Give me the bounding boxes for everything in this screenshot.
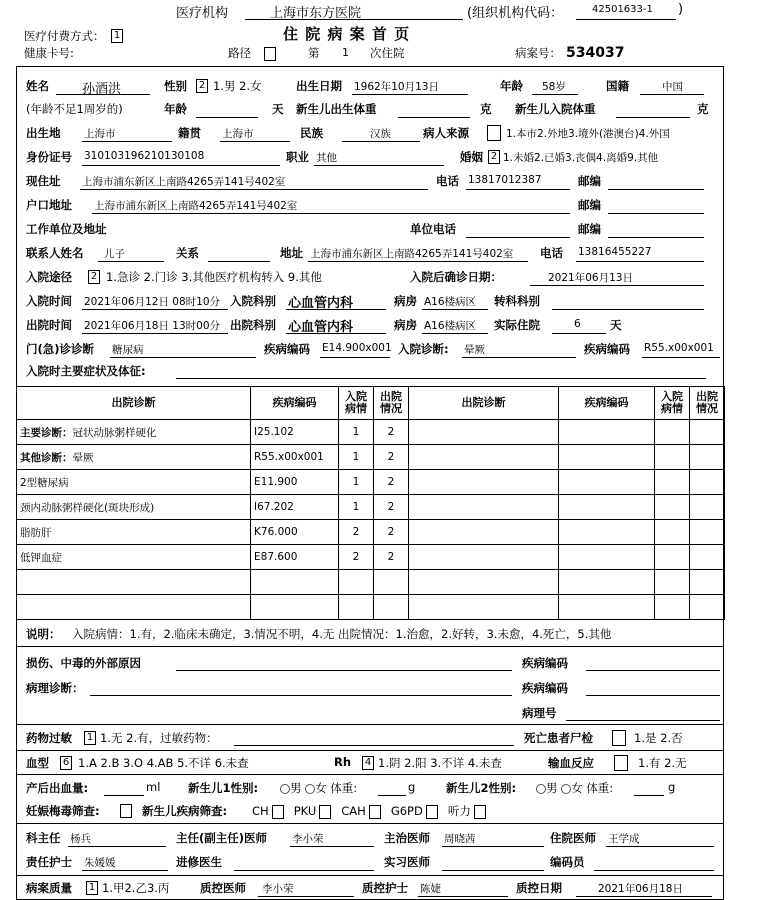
screen-label: 听力 <box>447 804 471 818</box>
nurse-name: 朱媛媛 <box>84 857 116 869</box>
nb1-female-radio[interactable] <box>305 784 315 794</box>
zip2-label: 邮编 <box>578 198 601 212</box>
rh-options: 1.阴 2.阳 3.不详 4.未查 <box>378 756 502 770</box>
dx-name-cell-2 <box>409 420 559 445</box>
pay-method-label: 医疗付费方式： <box>24 29 105 43</box>
times-value: 1 <box>342 46 349 59</box>
dx-name-cell-2 <box>409 495 559 520</box>
dx-name: 低钾血症 <box>20 551 62 564</box>
qc-date-label: 质控日期 <box>516 881 562 895</box>
sex-box[interactable]: 2 <box>196 79 208 93</box>
marital-label: 婚姻 <box>460 150 483 164</box>
nb2-weight-label: 体重: <box>586 781 614 795</box>
phone-label: 电话 <box>436 174 459 188</box>
dx-admit-cell: 2 <box>339 545 374 570</box>
dx-discharge-cell: 2 <box>374 545 409 570</box>
dx-name-cell-2 <box>409 470 559 495</box>
path-no-label: 病理号 <box>522 706 557 720</box>
director-label: 科主任 <box>26 831 61 845</box>
table-row <box>17 595 725 620</box>
qc-date: 2021年06月18日 <box>598 883 683 895</box>
out-time: 2021年06月18日 13时00分 <box>84 320 221 332</box>
table-row <box>17 470 725 495</box>
page-title: 住 院 病 案 首 页 <box>283 25 411 43</box>
quality-options: 1.甲2.乙3.丙 <box>102 881 170 895</box>
dx-code-cell-2 <box>559 520 655 545</box>
transfusion-box[interactable] <box>614 755 628 771</box>
note-label: 说明： <box>26 627 61 641</box>
screen-label: PKU <box>293 804 317 818</box>
nation-value: 中国 <box>662 81 683 93</box>
diagnosis-table <box>16 386 725 620</box>
dx-code-cell-2 <box>559 495 655 520</box>
in-dept: 心血管内科 <box>288 296 354 311</box>
dx-name-cell <box>17 470 251 495</box>
nb1-male-radio[interactable] <box>280 784 290 794</box>
op-dx-label: 门(急)诊诊断 <box>26 342 95 356</box>
dx-admit-cell: 1 <box>339 420 374 445</box>
dx-name-cell <box>17 570 251 595</box>
nb2-weight-unit: g <box>668 780 676 794</box>
dx-admit-cell: 1 <box>339 470 374 495</box>
autopsy-options: 1.是 2.否 <box>634 731 683 745</box>
dx-name-cell-2 <box>409 595 559 620</box>
col-admit-state-2: 入院 病情 <box>655 387 690 420</box>
contact-addr-label: 地址 <box>280 246 303 260</box>
attending-label: 主治医师 <box>384 831 430 845</box>
diagnosis-header-row <box>17 387 725 420</box>
dx-discharge-cell-2 <box>690 545 725 570</box>
nb-admit-weight-label: 新生儿入院体重 <box>515 102 596 116</box>
dx-admit-cell <box>339 570 374 595</box>
native-label: 籍贯 <box>178 126 201 140</box>
col-dx-code-2: 疾病编码 <box>559 387 655 420</box>
dx-code-cell: E11.900 <box>251 470 339 495</box>
birth-date: 1962年10月13日 <box>354 81 439 93</box>
table-row <box>17 420 725 445</box>
contact-phone-label: 电话 <box>540 246 563 260</box>
native-value: 上海市 <box>222 128 254 140</box>
out-ward-label: 病房 <box>394 318 417 332</box>
age-value: 58岁 <box>542 81 566 93</box>
table-row <box>17 495 725 520</box>
rh-box[interactable]: 4 <box>362 756 374 770</box>
dx-admit-cell-2 <box>655 520 690 545</box>
days-label: 实际住院 <box>494 318 540 332</box>
nb-admit-weight-unit: 克 <box>697 102 709 116</box>
pp-blood-label: 产后出血量: <box>26 781 89 795</box>
job-label: 职业 <box>286 150 309 164</box>
note-text: 入院病情：1.有，2.临床未确定，3.情况不明，4.无 出院情况：1.治愈，2.好转，3.未愈，4.死亡，5.其他 <box>72 627 612 641</box>
case-no-label: 病案号： <box>515 46 561 60</box>
dx-name-cell-2 <box>409 520 559 545</box>
nb-screen-label: 新生儿疾病筛查: <box>142 804 228 818</box>
op-code-label: 疾病编码 <box>264 342 310 356</box>
autopsy-label: 死亡患者尸检 <box>524 731 593 745</box>
qc-doc-label: 质控医师 <box>200 881 246 895</box>
in-time-label: 入院时间 <box>26 294 72 308</box>
times-suffix: 次住院 <box>370 46 405 60</box>
dx-name-cell <box>17 495 251 520</box>
op-code: E14.900x001 <box>322 342 392 354</box>
screen-checkbox[interactable] <box>319 805 331 819</box>
dx-code-cell-2 <box>559 570 655 595</box>
in-dx-label: 入院诊断: <box>398 342 449 356</box>
nb2-male-label: 男 <box>546 781 558 795</box>
hukou-value: 上海市浦东新区上南路4265弄141号402室 <box>94 200 298 212</box>
dx-name-cell <box>17 420 251 445</box>
out-ward: A16楼病区 <box>424 320 477 332</box>
phone-value: 13817012387 <box>468 174 542 186</box>
dx-admit-cell-2 <box>655 570 690 595</box>
attending-name: 周晓茜 <box>444 833 476 845</box>
col-dx-name: 出院诊断 <box>17 387 251 420</box>
nb1-sex-label: 新生儿1性别: <box>188 781 259 795</box>
preg-screen-label: 妊娠梅毒筛查: <box>26 804 100 818</box>
nb-weight-unit: 克 <box>480 102 492 116</box>
dx-admit-cell-2 <box>655 495 690 520</box>
dx-name-cell <box>17 520 251 545</box>
blood-label: 血型 <box>26 756 49 770</box>
birth-label: 出生日期 <box>296 79 342 93</box>
contact-phone: 13816455227 <box>578 246 652 258</box>
dx-discharge-cell-2 <box>690 420 725 445</box>
dx-discharge-cell: 2 <box>374 445 409 470</box>
dx-discharge-cell <box>374 570 409 595</box>
ethnic-label: 民族 <box>300 126 323 140</box>
chief-name: 李小荣 <box>292 833 324 845</box>
dx-discharge-cell-2 <box>690 570 725 595</box>
in-dept-label: 入院科别 <box>230 294 276 308</box>
dx-code-cell-2 <box>559 595 655 620</box>
qc-doc-name: 李小荣 <box>262 883 294 895</box>
intern-label: 实习医师 <box>384 855 430 869</box>
dx-code-cell: E87.600 <box>251 545 339 570</box>
health-card-label: 健康卡号: <box>24 46 74 60</box>
col-discharge-state-2: 出院 情况 <box>690 387 725 420</box>
infant-age-label: 年龄 <box>164 102 187 116</box>
dx-admit-cell-2 <box>655 545 690 570</box>
in-ward-label: 病房 <box>394 294 417 308</box>
dx-admit-cell: 1 <box>339 445 374 470</box>
name-label: 姓名 <box>26 79 49 93</box>
op-dx: 糖尿病 <box>112 344 144 356</box>
qc-nurse-name: 陈婕 <box>420 883 441 895</box>
out-time-label: 出院时间 <box>26 318 72 332</box>
dx-code-cell <box>251 595 339 620</box>
dx-discharge-cell-2 <box>690 520 725 545</box>
nb2-sex-label: 新生儿2性别: <box>446 781 517 795</box>
dx-code-cell-2 <box>559 470 655 495</box>
zip-label: 邮编 <box>578 174 601 188</box>
nb1-weight-label: 体重: <box>330 781 358 795</box>
sex-label: 性别 <box>164 79 187 93</box>
dx-name: 冠状动脉粥样硬化 <box>72 426 157 439</box>
screen-checkbox[interactable] <box>369 805 381 819</box>
dx-admit-cell <box>339 595 374 620</box>
dx-name-cell-2 <box>409 570 559 595</box>
dx-code-cell: I67.202 <box>251 495 339 520</box>
dx-name-cell <box>17 445 251 470</box>
col-dx-name-2: 出院诊断 <box>409 387 559 420</box>
source-options: 1.本市2.外地3.境外(港澳台)4.外国 <box>506 128 670 140</box>
dx-discharge-cell: 2 <box>374 420 409 445</box>
dx-code-cell <box>251 570 339 595</box>
org-code-close: ) <box>678 2 684 17</box>
dx-code-cell: R55.x00x001 <box>251 445 339 470</box>
allergy-label: 药物过敏 <box>26 731 72 745</box>
blood-box[interactable]: 6 <box>60 756 72 770</box>
birthplace-label: 出生地 <box>26 126 61 140</box>
col-dx-code: 疾病编码 <box>251 387 339 420</box>
dx-discharge-cell: 2 <box>374 470 409 495</box>
autopsy-box[interactable] <box>612 730 626 746</box>
route-label: 入院途径 <box>26 270 72 284</box>
dx-name-cell-2 <box>409 445 559 470</box>
transfusion-options: 1.有 2.无 <box>638 756 687 770</box>
out-dept: 心血管内科 <box>288 320 354 335</box>
infant-note: (年龄不足1周岁的) <box>26 102 123 116</box>
blood-options: 1.A 2.B 3.O 4.AB 5.不详 6.未查 <box>78 756 249 770</box>
infant-age-unit: 天 <box>272 102 284 116</box>
pay-method-box[interactable]: 1 <box>111 29 123 43</box>
injury-code-label: 疾病编码 <box>522 656 568 670</box>
address-value: 上海市浦东新区上南路4265弄141号402室 <box>82 176 286 188</box>
nb-screen-options <box>252 803 496 819</box>
dx-code-cell-2 <box>559 420 655 445</box>
dx-discharge-cell-2 <box>690 495 725 520</box>
org-code: 42501633-1 <box>592 4 653 15</box>
pp-blood-unit: ml <box>146 780 161 794</box>
job-value: 其他 <box>316 152 337 164</box>
transfusion-label: 输血反应 <box>548 756 594 770</box>
table-row <box>17 570 725 595</box>
dx-name-cell-2 <box>409 545 559 570</box>
confirm-date: 2021年06月13日 <box>548 272 633 284</box>
ethnic-value: 汉族 <box>370 128 391 140</box>
chief-label: 主任(副主任)医师 <box>176 831 268 845</box>
preg-screen-box[interactable] <box>120 804 132 818</box>
dx-discharge-cell-2 <box>690 445 725 470</box>
col-discharge-state: 出院 情况 <box>374 387 409 420</box>
dx-admit-cell-2 <box>655 420 690 445</box>
transfer-label: 转科科别 <box>494 294 540 308</box>
qc-nurse-label: 质控护士 <box>362 881 408 895</box>
work-phone-label: 单位电话 <box>410 222 456 236</box>
in-code-label: 疾病编码 <box>584 342 630 356</box>
in-ward: A16楼病区 <box>424 296 477 308</box>
resident-label: 住院医师 <box>550 831 596 845</box>
nb-weight-label: 新生儿出生体重 <box>296 102 377 116</box>
quality-box[interactable]: 1 <box>86 881 98 895</box>
age-label: 年龄 <box>500 79 523 93</box>
days-unit: 天 <box>610 318 622 332</box>
dx-admit-cell: 2 <box>339 520 374 545</box>
dx-admit-cell-2 <box>655 470 690 495</box>
nurse-label: 责任护士 <box>26 855 72 869</box>
case-no: 534037 <box>566 45 625 61</box>
patient-name: 孙酒洪 <box>82 82 122 97</box>
work-label: 工作单位及地址 <box>26 222 107 236</box>
table-row <box>17 520 725 545</box>
advanced-label: 进修医生 <box>176 855 222 869</box>
nb2-male-radio[interactable] <box>536 784 546 794</box>
screen-checkbox[interactable] <box>426 805 438 819</box>
coder-label: 编码员 <box>550 855 585 869</box>
in-dx: 晕厥 <box>464 344 485 356</box>
dx-name: 颈内动脉粥样硬化(斑块形成) <box>20 501 155 514</box>
source-label: 病人来源 <box>423 126 469 140</box>
col-admit-state: 入院 病情 <box>339 387 374 420</box>
marital-box[interactable]: 2 <box>488 150 500 164</box>
dx-discharge-cell-2 <box>690 470 725 495</box>
org-label: 医疗机构 <box>176 6 229 21</box>
dx-code-cell: I25.102 <box>251 420 339 445</box>
nation-label: 国籍 <box>606 79 629 93</box>
sex-options: 1.男 2.女 <box>213 79 262 93</box>
in-code: R55.x00x001 <box>644 342 714 354</box>
screen-label: G6PD <box>390 804 423 818</box>
dx-name-cell <box>17 595 251 620</box>
rh-label: Rh <box>334 755 352 769</box>
nb2-female-radio[interactable] <box>561 784 571 794</box>
table-row <box>17 545 725 570</box>
dx-row-label: 其他诊断： <box>20 451 73 464</box>
screen-checkbox[interactable] <box>474 805 486 819</box>
dx-code-cell-2 <box>559 545 655 570</box>
id-number: 310103196210130108 <box>84 150 205 162</box>
dx-discharge-cell: 2 <box>374 520 409 545</box>
dx-name: 脂肪肝 <box>20 526 52 539</box>
source-box[interactable] <box>487 125 501 141</box>
dx-name: 晕厥 <box>72 451 94 464</box>
dx-admit-cell: 1 <box>339 495 374 520</box>
birthplace-value: 上海市 <box>84 128 116 140</box>
dx-name: 2型糖尿病 <box>20 476 69 489</box>
dx-discharge-cell: 2 <box>374 495 409 520</box>
screen-label: CH <box>252 804 269 818</box>
nb1-female-label: 女 <box>315 781 327 795</box>
quality-label: 病案质量 <box>26 881 72 895</box>
dx-discharge-cell <box>374 595 409 620</box>
director-name: 杨兵 <box>70 833 91 845</box>
path-dx-label: 病理诊断： <box>26 681 84 695</box>
dx-code-cell: K76.000 <box>251 520 339 545</box>
route-options: 1.急诊 2.门诊 3.其他医疗机构转入 9.其他 <box>106 270 322 284</box>
path-label: 路径 <box>228 46 251 60</box>
out-dept-label: 出院科别 <box>230 318 276 332</box>
dx-admit-cell-2 <box>655 595 690 620</box>
route-box[interactable]: 2 <box>88 270 100 284</box>
dx-discharge-cell-2 <box>690 595 725 620</box>
nb2-female-label: 女 <box>571 781 583 795</box>
address-label: 现住址 <box>26 174 61 188</box>
path-code-label: 疾病编码 <box>522 681 568 695</box>
resident-name: 王学成 <box>608 833 640 845</box>
allergy-box[interactable]: 1 <box>84 731 96 745</box>
contact-addr: 上海市浦东新区上南路4265弄141号402室 <box>310 248 514 260</box>
allergy-options: 1.无 2.有，过敏药物： <box>100 731 218 745</box>
confirm-label: 入院后确诊日期： <box>410 270 502 284</box>
nb1-weight-unit: g <box>408 780 416 794</box>
dx-admit-cell-2 <box>655 445 690 470</box>
dx-code-cell-2 <box>559 445 655 470</box>
hukou-label: 户口地址 <box>26 198 72 212</box>
dx-name-cell <box>17 545 251 570</box>
contact-label: 联系人姓名 <box>26 246 84 260</box>
symptom-label: 入院时主要症状及体征: <box>26 364 146 378</box>
table-row <box>17 445 725 470</box>
screen-checkbox[interactable] <box>272 805 284 819</box>
dx-row-label: 主要诊断： <box>20 426 73 439</box>
nb1-male-label: 男 <box>290 781 302 795</box>
screen-label: CAH <box>341 804 366 818</box>
org-code-label: (组织机构代码： <box>467 6 564 21</box>
zip3-label: 邮编 <box>578 222 601 236</box>
path-checkbox[interactable] <box>264 47 276 61</box>
id-label: 身份证号 <box>26 150 72 164</box>
org-name: 上海市东方医院 <box>270 6 362 21</box>
injury-label: 损伤、中毒的外部原因 <box>26 656 141 670</box>
in-time: 2021年06月12日 08时10分 <box>84 296 221 308</box>
marital-options: 1.未婚2.已婚3.丧偶4.离婚9.其他 <box>503 152 659 164</box>
days-value: 6 <box>574 318 581 330</box>
times-prefix: 第 <box>308 46 320 60</box>
relation-label: 关系 <box>176 246 199 260</box>
contact-name: 儿子 <box>104 248 125 260</box>
